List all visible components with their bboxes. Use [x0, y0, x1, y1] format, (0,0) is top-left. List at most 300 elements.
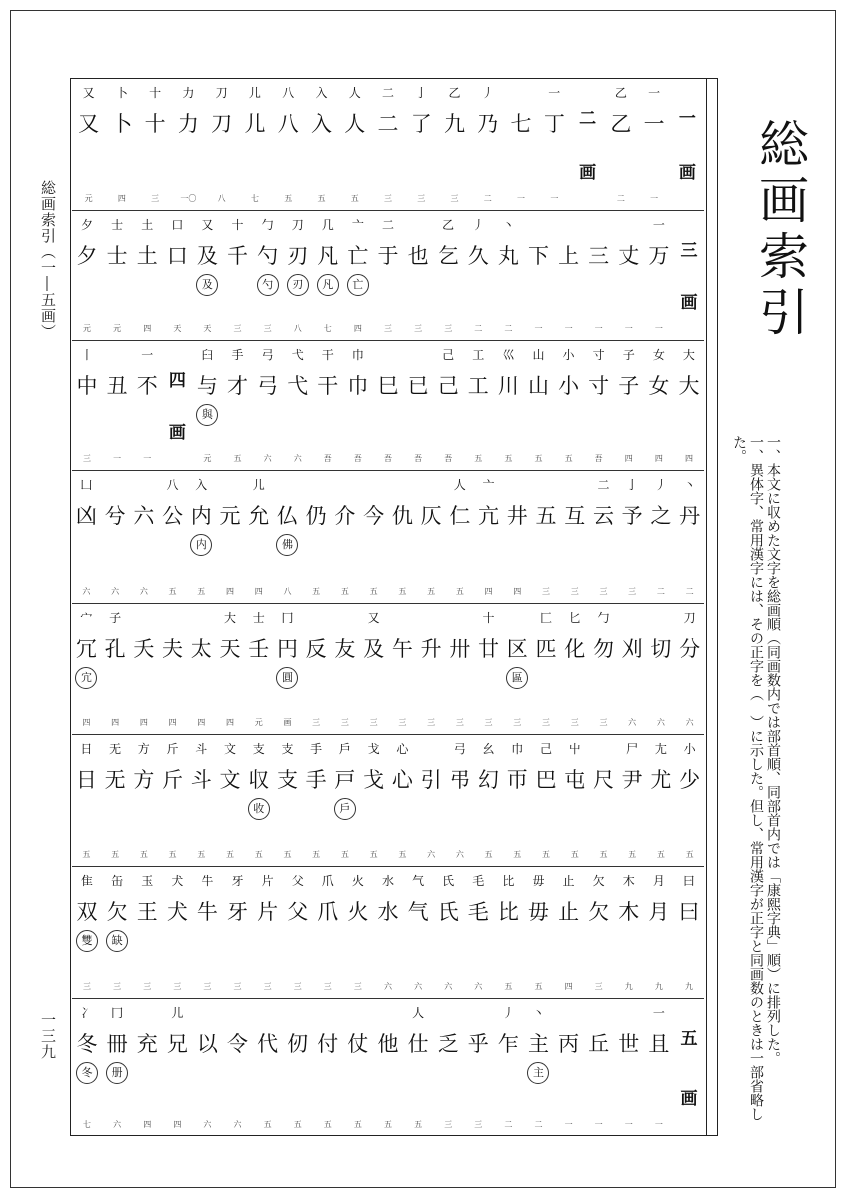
character: 片 — [257, 900, 279, 924]
page-ref: 一 — [517, 194, 526, 203]
radical: 尸 — [626, 742, 639, 756]
page-ref: 三 — [599, 718, 608, 727]
character: 子 — [618, 374, 640, 398]
character: 三 — [588, 244, 610, 268]
character: 屯 — [564, 768, 586, 792]
index-entry — [73, 603, 99, 734]
character: 区 — [506, 637, 528, 661]
character: 戈 — [363, 768, 385, 792]
character: 弋 — [287, 374, 309, 398]
page-ref: 三 — [83, 454, 92, 463]
traditional-form: 圓 — [276, 667, 298, 689]
index-entry — [447, 470, 473, 603]
page-ref: 一 — [650, 194, 659, 203]
index-entry — [246, 603, 272, 734]
page-ref: 四 — [353, 324, 362, 333]
stroke-count-heading — [674, 78, 700, 210]
radical: 乙 — [614, 86, 627, 100]
character: 尹 — [621, 768, 643, 792]
index-entry — [315, 866, 341, 998]
character: 八 — [277, 112, 299, 136]
character: 毛 — [467, 900, 489, 924]
character: 亡 — [347, 244, 369, 268]
page-ref: 八 — [293, 324, 302, 333]
page-ref: 吾 — [444, 454, 453, 463]
character: 充 — [136, 1032, 158, 1056]
character: 代 — [257, 1032, 279, 1056]
index-entry — [131, 603, 157, 734]
index-entry — [194, 998, 220, 1136]
index-entry — [285, 210, 311, 340]
page-ref: 四 — [139, 718, 148, 727]
stroke-count-label: 画 — [680, 1089, 698, 1109]
radical: 氏 — [442, 874, 455, 888]
index-entry — [405, 340, 431, 470]
page-ref: 二 — [616, 194, 625, 203]
index-entry — [525, 998, 551, 1136]
page-ref: 五 — [168, 850, 177, 859]
radical: 幺 — [482, 742, 495, 756]
page-ref: 五 — [317, 194, 326, 203]
character: 乏 — [437, 1032, 459, 1056]
page-ref: 四 — [197, 718, 206, 727]
index-entry — [109, 78, 135, 210]
page-ref: 五 — [534, 982, 543, 991]
radical: 士 — [252, 611, 265, 625]
page-ref: 五 — [263, 1120, 272, 1129]
stroke-count-numeral: 二 — [579, 109, 597, 129]
stroke-count-heading — [676, 998, 702, 1136]
character: 牛 — [196, 900, 218, 924]
radical: 木 — [622, 874, 635, 888]
radical: 缶 — [111, 874, 124, 888]
character: 二 — [377, 112, 399, 136]
page-ref: 三 — [414, 324, 423, 333]
page-ref: 三 — [599, 587, 608, 596]
character: 円 — [276, 637, 298, 661]
index-entry — [556, 340, 582, 470]
index-entry — [134, 866, 160, 998]
radical: 丿 — [654, 478, 667, 492]
traditional-form: 亡 — [347, 274, 369, 296]
character: 乍 — [497, 1032, 519, 1056]
character: 女 — [648, 374, 670, 398]
index-entry — [586, 866, 612, 998]
index-entry — [442, 78, 468, 210]
radical: 一 — [141, 348, 154, 362]
page-ref: 三 — [293, 982, 302, 991]
radical: 玉 — [141, 874, 154, 888]
page-ref: 六 — [474, 982, 483, 991]
character: 他 — [377, 1032, 399, 1056]
character: 下 — [527, 244, 549, 268]
page-ref: 四 — [254, 587, 263, 596]
index-entry — [648, 470, 674, 603]
index-entry — [389, 603, 415, 734]
index-entry — [590, 734, 616, 866]
index-entry — [619, 470, 645, 603]
page-ref: 五 — [340, 587, 349, 596]
page-ref: 六 — [203, 1120, 212, 1129]
character: 凶 — [75, 504, 97, 528]
index-entry — [389, 734, 415, 866]
page-ref: 一 — [654, 1120, 663, 1129]
index-entry — [465, 998, 491, 1136]
page-ref: 四 — [173, 1120, 182, 1129]
page-ref: 五 — [226, 850, 234, 859]
radical: 亅 — [415, 86, 428, 100]
page-ref: 五 — [233, 454, 242, 463]
character: 夫 — [162, 637, 184, 661]
index-entry — [345, 998, 371, 1136]
character: 父 — [287, 900, 309, 924]
character: 文 — [219, 768, 241, 792]
character: 人 — [344, 112, 366, 136]
character: 乞 — [437, 244, 459, 268]
radical: 丶 — [532, 1006, 545, 1020]
index-entry — [435, 866, 461, 998]
page-ref: 四 — [117, 194, 126, 203]
stroke-count-label: 画 — [680, 293, 698, 313]
radical: 二 — [597, 478, 610, 492]
index-entry — [418, 470, 444, 603]
index-entry — [533, 734, 559, 866]
page-ref: 三 — [173, 982, 182, 991]
index-entry — [619, 603, 645, 734]
page-ref: 三 — [312, 718, 321, 727]
index-entry — [435, 340, 461, 470]
index-entry — [274, 603, 300, 734]
character: 六 — [133, 504, 155, 528]
character: 心 — [391, 768, 413, 792]
character: 上 — [558, 244, 580, 268]
character: 卜 — [111, 112, 133, 136]
page-ref: 八 — [217, 194, 226, 203]
character: 少 — [679, 768, 701, 792]
radical: 手 — [231, 348, 244, 362]
index-entry — [160, 734, 186, 866]
radical: 小 — [683, 742, 696, 756]
character: 夕 — [76, 244, 98, 268]
page-ref: 三 — [628, 587, 637, 596]
page-ref: 三 — [570, 587, 579, 596]
radical: 水 — [381, 874, 394, 888]
index-entry — [104, 866, 130, 998]
character: 世 — [618, 1032, 640, 1056]
radical: 巛 — [502, 348, 515, 362]
character: 勺 — [257, 244, 279, 268]
page-title: 総画索引 — [751, 118, 809, 342]
page-ref: 四 — [624, 454, 633, 463]
radical: 片 — [261, 874, 274, 888]
page-ref: 六 — [233, 1120, 242, 1129]
page-ref: 三 — [570, 718, 579, 727]
page-ref: 九 — [654, 982, 663, 991]
radical: 女 — [652, 348, 665, 362]
radical: 丿 — [502, 1006, 515, 1020]
page-ref: 五 — [111, 850, 120, 859]
character: 巳 — [377, 374, 399, 398]
page-ref: 六 — [384, 982, 392, 991]
page-ref: 三 — [151, 194, 160, 203]
stroke-count-heading — [575, 78, 601, 210]
page-ref: 五 — [369, 587, 378, 596]
index-entry — [74, 998, 100, 1136]
index-entry — [476, 734, 502, 866]
page-ref: 五 — [254, 850, 263, 859]
page-ref: 一 — [143, 454, 152, 463]
character: 夭 — [133, 637, 155, 661]
page-ref: 五 — [139, 850, 148, 859]
character: 乃 — [477, 112, 499, 136]
page-ref: 五 — [82, 850, 91, 859]
index-entry — [476, 470, 502, 603]
radical: 无 — [109, 742, 122, 756]
character: 及 — [196, 244, 218, 268]
traditional-form: 宂 — [75, 667, 97, 689]
radical: 斤 — [166, 742, 179, 756]
page-ref: 吾 — [323, 454, 332, 463]
character: 七 — [510, 112, 532, 136]
character: 今 — [363, 504, 385, 528]
index-entry — [677, 470, 703, 603]
index-entry — [361, 734, 387, 866]
index-entry — [616, 866, 642, 998]
character: 勿 — [592, 637, 614, 661]
index-entry — [246, 734, 272, 866]
page-ref: 五 — [197, 587, 206, 596]
radical: 一 — [652, 218, 665, 232]
note-2: 一、異体字、常用漢字には、その正字を（ ）に示した。但し、常用漢字が正字と同画数のときは一部省略した。 — [731, 435, 764, 1121]
page-ref: 二 — [504, 1120, 513, 1129]
radical: 戶 — [338, 742, 351, 756]
character: 也 — [407, 244, 429, 268]
index-entry — [646, 866, 672, 998]
index-entry — [332, 603, 358, 734]
page-ref: 二 — [504, 324, 513, 333]
page-ref: 三 — [353, 982, 362, 991]
index-entry — [495, 210, 521, 340]
radical: 凵 — [80, 478, 93, 492]
radical: 亅 — [626, 478, 639, 492]
page-ref: 三 — [323, 982, 332, 991]
page-ref: 四 — [684, 454, 693, 463]
index-entry — [533, 603, 559, 734]
character: 乎 — [467, 1032, 489, 1056]
character: 仗 — [347, 1032, 369, 1056]
radical: 支 — [252, 742, 265, 756]
character: 友 — [334, 637, 356, 661]
index-entry — [285, 998, 311, 1136]
character: 王 — [136, 900, 158, 924]
index-row — [72, 470, 704, 603]
character: 云 — [592, 504, 614, 528]
traditional-form: 册 — [106, 1062, 128, 1084]
radical: 入 — [315, 86, 328, 100]
index-entry — [160, 470, 186, 603]
index-entry — [342, 78, 368, 210]
index-entry — [134, 340, 160, 470]
radical: 卜 — [115, 86, 128, 100]
radical: 一 — [648, 86, 661, 100]
index-entry — [134, 210, 160, 340]
page-ref: 三 — [203, 982, 212, 991]
index-entry — [164, 998, 190, 1136]
page-ref: 四 — [143, 1120, 152, 1129]
page-ref: 六 — [293, 454, 302, 463]
traditional-form: 區 — [506, 667, 528, 689]
radical: 巾 — [511, 742, 524, 756]
page-ref: 五 — [398, 587, 407, 596]
radical: 工 — [472, 348, 485, 362]
index-entry — [274, 734, 300, 866]
page-ref: 三 — [417, 194, 426, 203]
page-ref: 五 — [323, 1120, 332, 1129]
radical: 比 — [502, 874, 515, 888]
radical: 毛 — [472, 874, 485, 888]
radical: 弓 — [453, 742, 466, 756]
page-ref: 五 — [534, 454, 543, 463]
radical: 力 — [182, 86, 195, 100]
page-ref: 三 — [384, 194, 392, 203]
character: 止 — [558, 900, 580, 924]
character: 仕 — [407, 1032, 429, 1056]
page-ref: 九 — [684, 982, 693, 991]
index-entry — [375, 998, 401, 1136]
character: 双 — [76, 900, 98, 924]
stroke-count-numeral: 一 — [678, 109, 696, 129]
character: 又 — [78, 112, 100, 136]
character: 与 — [196, 374, 218, 398]
index-entry — [465, 866, 491, 998]
radical: 小 — [562, 348, 575, 362]
page-ref: 六 — [113, 1120, 122, 1129]
character: 力 — [177, 112, 199, 136]
radical: 气 — [412, 874, 425, 888]
page-ref: 三 — [233, 324, 242, 333]
character: 不 — [136, 374, 158, 398]
radical: 人 — [453, 478, 466, 492]
index-entry — [590, 603, 616, 734]
traditional-form: 戶 — [334, 798, 356, 820]
character: 卅 — [449, 637, 471, 661]
running-title: 総画索引（一―五画） — [39, 180, 57, 340]
radical: 匕 — [568, 611, 581, 625]
page-ref: 五 — [283, 850, 292, 859]
index-entry — [541, 78, 567, 210]
radical: 亠 — [482, 478, 495, 492]
page-ref: 画 — [283, 718, 292, 727]
index-entry — [142, 78, 168, 210]
index-entry — [285, 866, 311, 998]
page-ref: 五 — [427, 587, 436, 596]
page-ref: 元 — [113, 324, 122, 333]
character: 于 — [377, 244, 399, 268]
page-ref: 五 — [599, 850, 608, 859]
index-entry — [74, 210, 100, 340]
character: 孔 — [104, 637, 126, 661]
page-ref: 四 — [226, 718, 234, 727]
index-entry — [104, 998, 130, 1136]
page-ref: 五 — [474, 454, 483, 463]
radical: 儿 — [171, 1006, 184, 1020]
note-1: 一、本文に収めた文字を総画順（同画数内では部首順、同部首内では「康熙字典」順）に排列した。 — [765, 435, 781, 1065]
character: 万 — [648, 244, 670, 268]
page-ref: 一 — [564, 324, 573, 333]
page-ref: 四 — [484, 587, 493, 596]
index-entry — [102, 470, 128, 603]
radical: 冂 — [281, 611, 294, 625]
index-entry — [525, 210, 551, 340]
index-entry — [134, 998, 160, 1136]
page-ref: 三 — [427, 718, 436, 727]
character: 壬 — [248, 637, 270, 661]
character: 弓 — [257, 374, 279, 398]
index-entry — [160, 603, 186, 734]
page-ref: 三 — [450, 194, 459, 203]
radical: 己 — [442, 348, 455, 362]
radical: 人 — [412, 1006, 425, 1020]
page-ref: 一 — [654, 324, 663, 333]
page-ref: 一 — [113, 454, 122, 463]
page-ref: 三 — [444, 1120, 453, 1129]
index-entry — [676, 340, 702, 470]
character: 氏 — [437, 900, 459, 924]
radical: 隹 — [81, 874, 94, 888]
page-ref: 六 — [444, 982, 453, 991]
index-entry — [525, 866, 551, 998]
character: 丹 — [679, 504, 701, 528]
page-ref: 一 — [594, 1120, 603, 1129]
index-entry — [641, 78, 667, 210]
character: 介 — [334, 504, 356, 528]
radical: 子 — [622, 348, 635, 362]
page-ref: 二 — [474, 324, 483, 333]
index-entry — [164, 866, 190, 998]
index-entry — [194, 340, 220, 470]
radical: 山 — [532, 348, 545, 362]
character: 士 — [106, 244, 128, 268]
stroke-count-label: 画 — [678, 163, 696, 183]
page-ref: 三 — [594, 982, 603, 991]
index-entry — [303, 603, 329, 734]
index-entry — [495, 340, 521, 470]
index-entry — [389, 470, 415, 603]
page-ref: 一 — [534, 324, 543, 333]
page-ref: 六 — [455, 850, 464, 859]
index-entry — [495, 998, 521, 1136]
radical: 父 — [291, 874, 304, 888]
page-ref: 三 — [113, 982, 122, 991]
stroke-count-numeral: 四 — [168, 371, 186, 391]
index-entry — [677, 603, 703, 734]
radical: 心 — [396, 742, 409, 756]
radical: 一 — [548, 86, 561, 100]
character: 欠 — [106, 900, 128, 924]
page-ref: 四 — [513, 587, 522, 596]
character: 寸 — [588, 374, 610, 398]
character: 丸 — [497, 244, 519, 268]
index-row — [72, 603, 704, 734]
page-ref: 元 — [83, 324, 92, 333]
traditional-form: 佛 — [276, 534, 298, 556]
page-ref: 五 — [384, 1120, 392, 1129]
character: 引 — [420, 768, 442, 792]
radical: 止 — [562, 874, 575, 888]
index-entry — [408, 78, 434, 210]
page-ref: 三 — [340, 718, 349, 727]
character: 川 — [497, 374, 519, 398]
